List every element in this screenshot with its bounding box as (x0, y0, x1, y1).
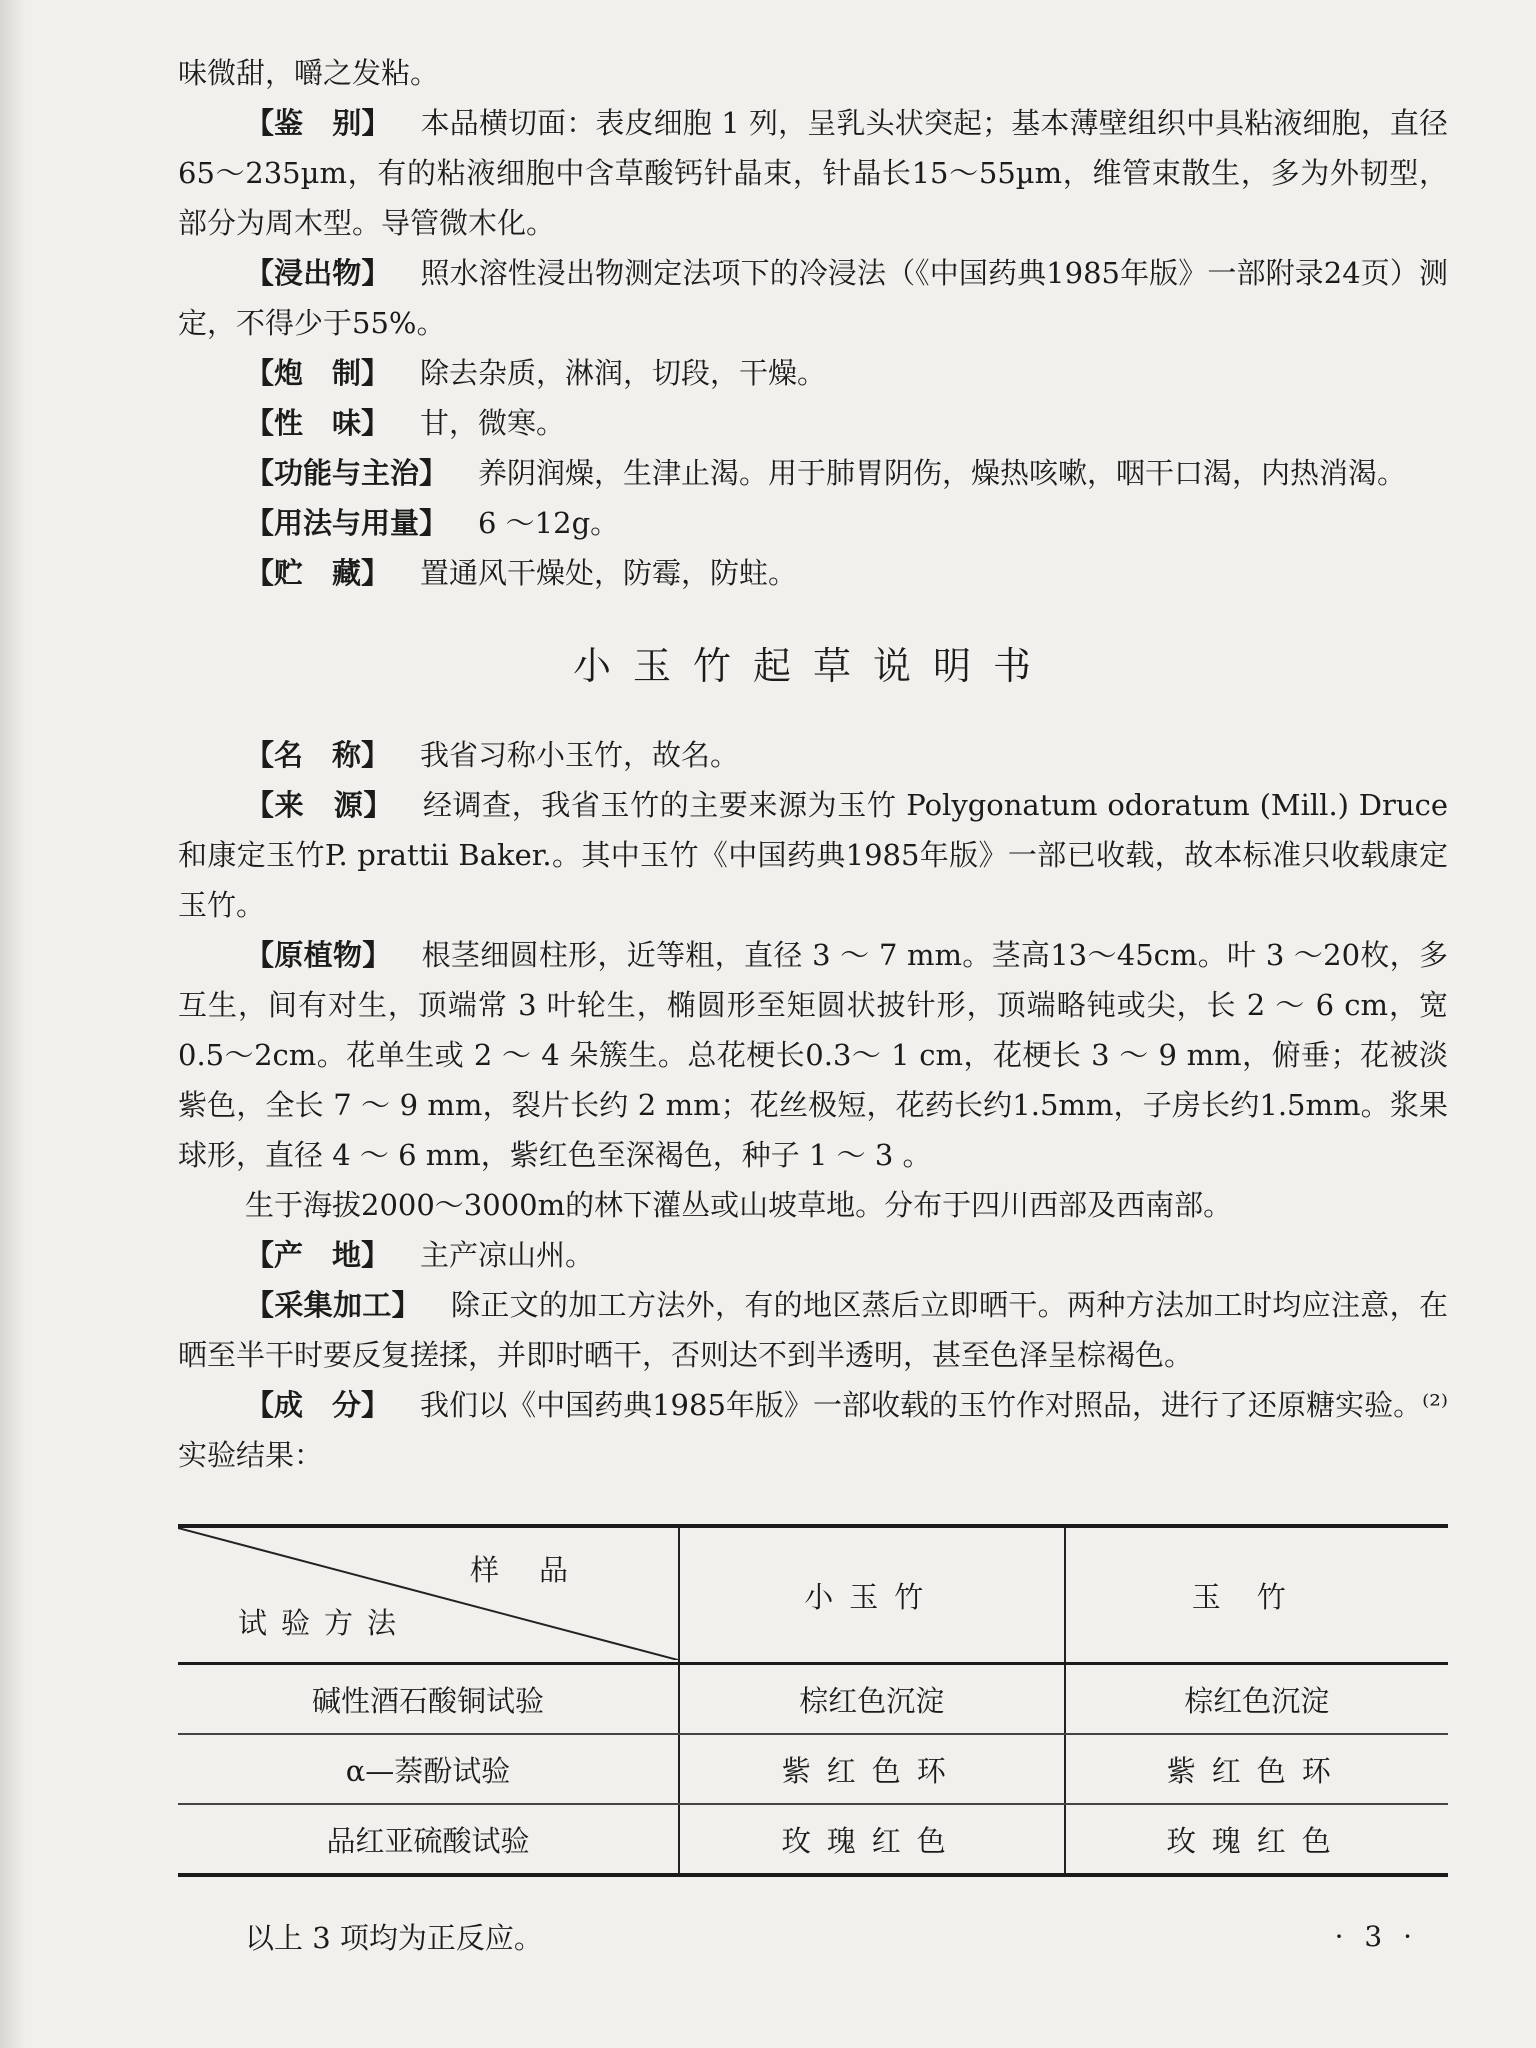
page-content (178, 48, 1448, 1963)
diagonal-header-cell (178, 1526, 679, 1664)
section-body: 6 ～12g。 (478, 506, 620, 540)
section-nature (178, 398, 1448, 448)
section-identification (178, 98, 1448, 248)
table-row (178, 1734, 1448, 1804)
section-label: 【贮 藏】 (245, 556, 391, 590)
row-method: 碱性酒石酸铜试验 (178, 1664, 679, 1735)
section-extract (178, 248, 1448, 348)
section-plant (178, 930, 1448, 1180)
section-processing (178, 348, 1448, 398)
continued-text: 味微甜，嚼之发粘。 (178, 56, 440, 90)
section-label: 【功能与主治】 (245, 456, 449, 490)
section-harvest (178, 1280, 1448, 1380)
section-habitat (178, 1180, 1448, 1230)
section-label: 【原植物】 (245, 938, 392, 972)
section-label: 【炮 制】 (245, 356, 391, 390)
table-header-row (178, 1526, 1448, 1664)
binding-shadow (0, 0, 26, 2048)
row-method: α—萘酚试验 (178, 1734, 679, 1804)
section-body: 生于海拔2000～3000m的林下灌丛或山坡草地。分布于四川西部及西南部。 (245, 1188, 1233, 1222)
table-row (178, 1664, 1448, 1735)
section-label: 【鉴 别】 (245, 106, 391, 140)
section-body: 除正文的加工方法外，有的地区蒸后立即晒干。两种方法加工时均应注意，在晒至半干时要反复搓揉，并即时晒干，否则达不到半透明，甚至色泽呈棕褐色。 (178, 1288, 1448, 1372)
section-usage (178, 498, 1448, 548)
section-label: 【产 地】 (245, 1238, 391, 1272)
section-origin (178, 1230, 1448, 1280)
row-method: 品红亚硫酸试验 (178, 1804, 679, 1875)
section-body: 本品横切面：表皮细胞 1 列，呈乳头状突起；基本薄壁组织中具粘液细胞，直径65～235µm，有的粘液细胞中含草酸钙针晶束，针晶长15～55µm，维管束散生，多为外韧型，部分为周木型。导管微木化。 (178, 106, 1448, 240)
section-body: 我省习称小玉竹，故名。 (420, 738, 740, 772)
section-body: 我们以《中国药典1985年版》一部收载的玉竹作对照品，进行了还原糖实验。⁽²⁾实验结果： (178, 1388, 1448, 1472)
section-body: 根茎细圆柱形，近等粗，直径 3 ～ 7 mm。茎高13～45cm。叶 3 ～20枚，多互生，间有对生，顶端常 3 叶轮生，椭圆形至矩圆状披针形，顶端略钝或尖，长 2 ～ 6 cm，宽0.5～2cm。花单生或 2 ～ 4 朵簇生。总花梗长0.3～ 1 cm，花梗长 3 ～ 9 mm，俯垂；花被淡紫色，全长 7 ～ 9 mm，裂片长约 2 mm；花丝极短，花药长约1.5mm，子房长约1.5mm。浆果球形，直径 4 ～ 6 mm，紫红色至深褐色，种子 1 ～ 3 。 (178, 938, 1448, 1172)
document-title: 小玉竹起草说明书 (572, 644, 1053, 688)
row-result-a: 玫瑰红色 (679, 1804, 1065, 1875)
section-label: 【浸出物】 (245, 256, 391, 290)
section-name (178, 730, 1448, 780)
table-note: 以上 3 项均为正反应。 (245, 1921, 543, 1955)
section-label: 【名 称】 (245, 738, 391, 772)
section-function (178, 448, 1448, 498)
section-body: 经调查，我省玉竹的主要来源为玉竹 Polygonatum odoratum (Mill.) Druce 和康定玉竹P. prattii Baker.。其中玉竹《中国药典1985年版》一部已收载，故本标准只收载康定玉竹。 (178, 788, 1448, 922)
section-label: 【采集加工】 (245, 1288, 421, 1322)
table-row (178, 1804, 1448, 1875)
results-table (178, 1524, 1448, 1877)
section-label: 【性 味】 (245, 406, 391, 440)
row-result-a: 棕红色沉淀 (679, 1664, 1065, 1735)
section-body: 主产凉山州。 (420, 1238, 595, 1272)
section-label: 【成 分】 (245, 1388, 391, 1422)
header-col-small-yuzhu: 小玉竹 (679, 1526, 1065, 1664)
section-body: 照水溶性浸出物测定法项下的冷浸法（《中国药典1985年版》一部附录24页）测定，不得少于55%。 (178, 256, 1448, 340)
page-number: · 3 · (1334, 1920, 1418, 1953)
row-result-b: 玫瑰红色 (1065, 1804, 1448, 1875)
row-result-a: 紫红色环 (679, 1734, 1065, 1804)
section-body: 甘，微寒。 (420, 406, 566, 440)
header-method: 试验方法 (238, 1606, 411, 1640)
section-components (178, 1380, 1448, 1480)
section-storage (178, 548, 1448, 598)
section-body: 养阴润燥，生津止渴。用于肺胃阴伤，燥热咳嗽，咽干口渴，内热消渴。 (478, 456, 1407, 490)
section-body: 除去杂质，淋润，切段，干燥。 (420, 356, 827, 390)
header-sample: 样品 (469, 1553, 608, 1587)
section-source (178, 780, 1448, 930)
row-result-b: 棕红色沉淀 (1065, 1664, 1448, 1735)
section-label: 【用法与用量】 (245, 506, 449, 540)
header-col-yuzhu: 玉竹 (1065, 1526, 1448, 1664)
row-result-b: 紫红色环 (1065, 1734, 1448, 1804)
section-label: 【来 源】 (245, 788, 393, 822)
section-body: 置通风干燥处，防霉，防蛀。 (420, 556, 798, 590)
